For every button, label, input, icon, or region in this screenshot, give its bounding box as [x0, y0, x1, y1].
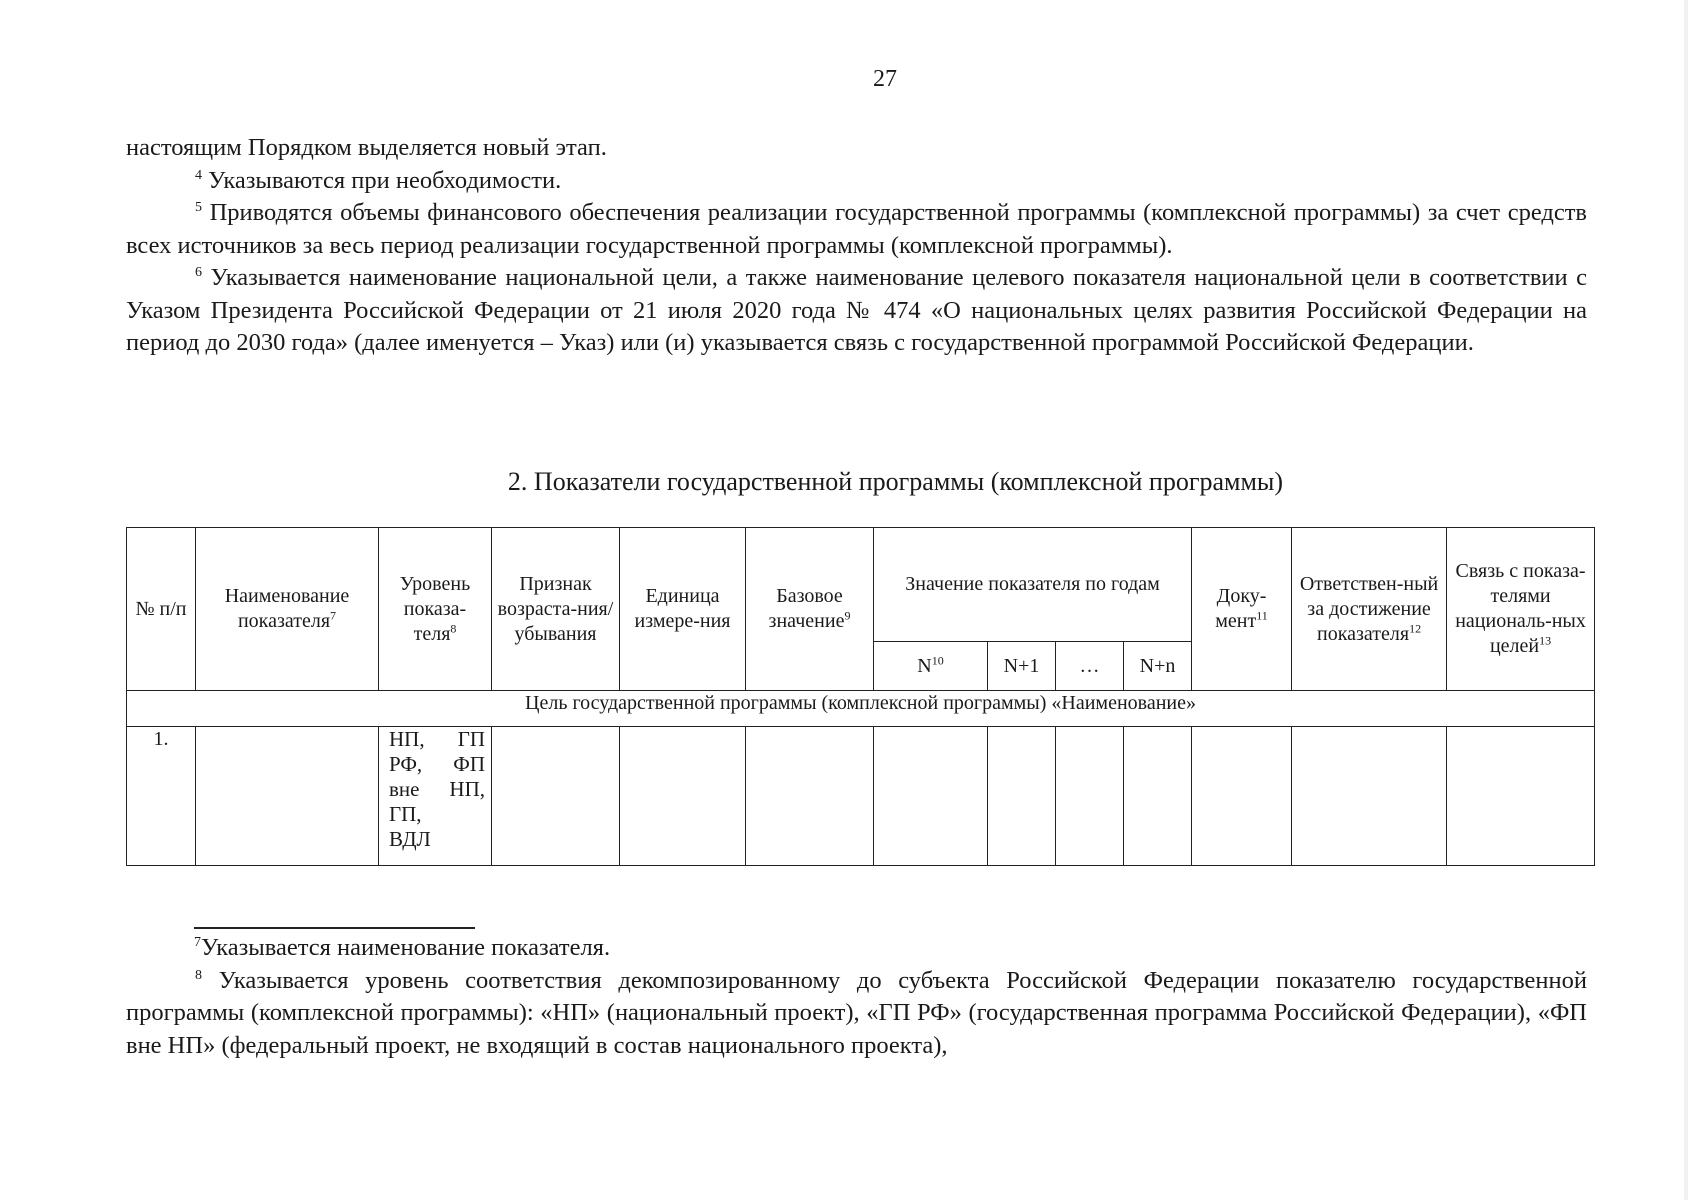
header-responsible-text: Ответствен-ный за достижение показателя [1299, 572, 1439, 645]
cell-level [379, 727, 492, 866]
intro-footnotes [126, 132, 1587, 360]
header-year-n-text: N [917, 654, 932, 677]
section-title: 2. Показатели государственной программы (комплексной программы) [507, 467, 1284, 496]
header-link [1447, 528, 1595, 691]
goal-cell: Цель государственной программы (комплексной программы) «Наименование» [127, 691, 1595, 727]
cell-year-nn [1124, 727, 1192, 866]
scan-edge [1684, 0, 1688, 1200]
footnote-text: Указываются при необходимости. [208, 166, 562, 194]
footnote-7 [126, 932, 1587, 965]
footnote-text: Указывается уровень соответствия декомпозированному до субъекта Российской Федерации показателю государственной программы (комплексной программы): «НП» (национальный проект), «ГП РФ» (государственная программа Российской Федерации), «ФП вне НП» (федеральный проект, не входящий в состав национального проекта), [126, 966, 1588, 1059]
cell-year-dots [1056, 727, 1124, 866]
footnote-separator [194, 927, 475, 929]
page-number: 27 [873, 66, 897, 92]
level-line: ВДЛ [389, 827, 431, 851]
footnote-text: Указывается наименование показателя. [201, 934, 611, 961]
header-responsible [1292, 528, 1447, 691]
header-doc [1192, 528, 1292, 691]
cell-year-n [874, 727, 988, 866]
page-footnotes [126, 932, 1587, 1062]
footnote-5 [126, 197, 1587, 262]
header-name [196, 528, 379, 691]
footnote-text: Приводятся объемы финансового обеспечения реализации государственной программы (комплексной программы) за счет средств всех источников за весь период реализации государственной программы (комплексной программы). [126, 199, 1587, 259]
footnote-ref: 12 [1409, 620, 1422, 635]
footnote-ref: 10 [931, 652, 944, 667]
header-name-text: Наименование показателя [224, 585, 350, 632]
header-level-text: Уровень показа-теля [399, 572, 471, 645]
level-line: РФ, ФП [389, 752, 485, 776]
table-row [127, 727, 1595, 866]
footnote-6 [126, 262, 1587, 360]
footnote-text: Указывается наименование национальной цели, а также наименование целевого показателя национальной цели в соответствии с Указом Президента Российской Федерации от 21 июля 2020 года № 474 «О национальных целях развития Российской Федерации на период до 2030 года» (далее именуется – Указ) или (и) указывается связь с государственной программой Российской Федерации. [126, 264, 1587, 356]
header-year-nn: N+n [1124, 642, 1192, 691]
level-line: НП, ГП [389, 727, 485, 751]
header-num: № п/п [127, 528, 196, 691]
header-level [379, 528, 492, 691]
goal-row [127, 691, 1595, 727]
footnote-4 [126, 165, 1587, 198]
footnote-ref: 11 [1256, 608, 1268, 623]
header-base [746, 528, 874, 691]
footnote-mark: 8 [195, 967, 202, 983]
footnote-ref: 8 [450, 620, 457, 635]
cell-doc [1192, 727, 1292, 866]
cell-num: 1. [127, 727, 196, 866]
header-year-dots: … [1056, 642, 1124, 691]
cell-unit [620, 727, 746, 866]
header-unit: Единица измере-ния [620, 528, 746, 691]
level-line: вне НП, [389, 777, 485, 801]
continuation-text: настоящим Порядком выделяется новый этап. [126, 134, 607, 161]
cell-year-n1 [988, 727, 1056, 866]
cell-trend [492, 727, 620, 866]
header-trend: Признак возраста-ния/ убывания [492, 528, 620, 691]
header-base-text: Базовое значение [768, 585, 845, 632]
footnote-mark: 4 [195, 167, 202, 183]
indicators-table [126, 527, 1595, 866]
cell-name [196, 727, 379, 866]
footnote-ref: 13 [1539, 633, 1552, 648]
footnote-mark: 6 [195, 264, 202, 280]
header-year-n1: N+1 [988, 642, 1056, 691]
cell-responsible [1292, 727, 1447, 866]
cell-link [1447, 727, 1595, 866]
header-values-group: Значение показателя по годам [874, 528, 1192, 642]
level-line: ГП, [389, 802, 422, 826]
footnote-8 [126, 965, 1587, 1063]
footnote-ref: 9 [844, 608, 851, 623]
footnote-mark: 7 [194, 934, 201, 950]
header-row-top [127, 528, 1595, 642]
footnote-ref: 7 [330, 608, 337, 623]
cell-base [746, 727, 874, 866]
footnote-mark: 5 [195, 199, 202, 215]
header-doc-text: Доку-мент [1215, 585, 1267, 632]
header-link-text: Связь с показа-телями националь-ных целей [1455, 560, 1586, 657]
header-year-n [874, 642, 988, 691]
